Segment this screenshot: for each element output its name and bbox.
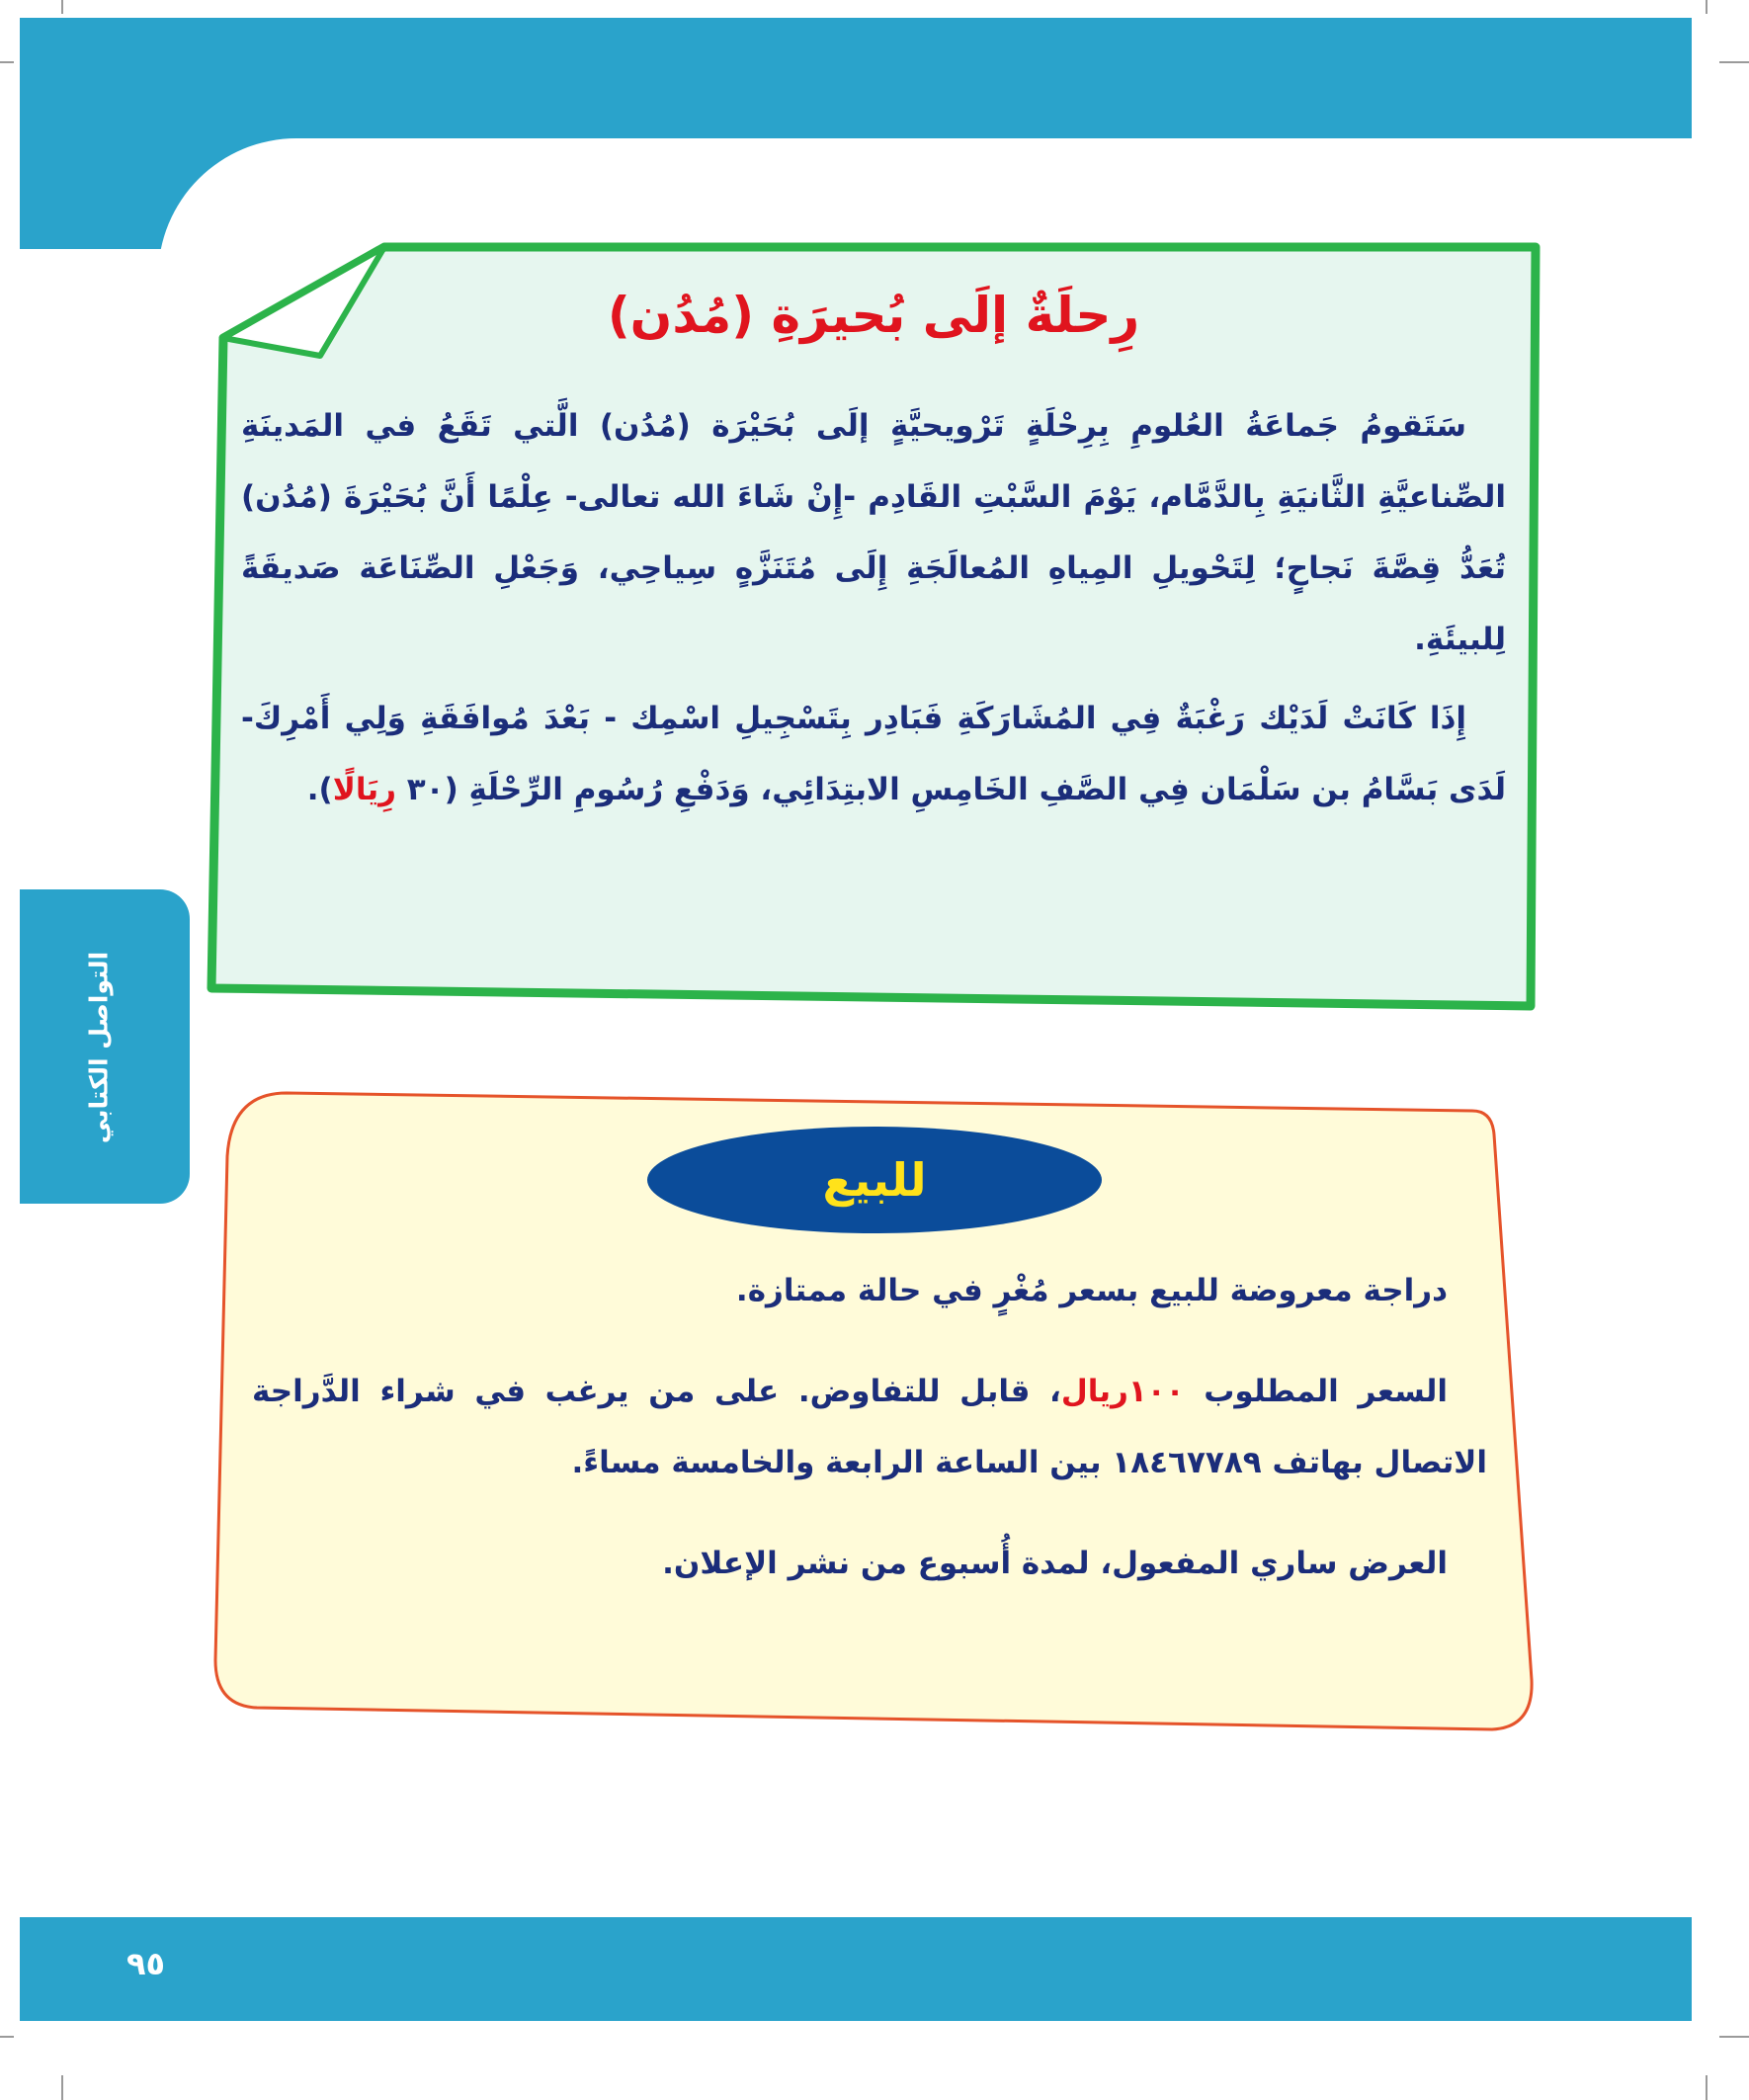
sale-line-2-start: السعر المطلوب xyxy=(1184,1374,1449,1409)
fee-number: ٣٠ xyxy=(406,772,445,807)
sale-ad-body xyxy=(252,1255,1487,1629)
crop-mark xyxy=(1719,61,1749,63)
notice-paragraph-2-end: ). xyxy=(306,772,333,807)
crop-mark xyxy=(1719,2036,1749,2038)
crop-mark xyxy=(0,2036,14,2038)
crop-mark xyxy=(61,0,63,14)
sale-line-2 xyxy=(252,1356,1487,1498)
fee-currency: رِيَالًا xyxy=(332,772,396,807)
crop-mark xyxy=(1706,2075,1707,2100)
notice-paragraph-2-text: إِذَا كَانَتْ لَدَيْك رَغْبَةٌ فِي المُشَارَكَةِ فَبَادِر بِتَسْجِيلِ اسْمِك - بَعْدَ مُوافَقَةِ وَلِي أَمْرِكَ- لَدَى بَسَّامُ بن سَلْمَان فِي الصَّفِ الخَامِسِ الابتِدَائِي، وَدَفْعِ رُسُومِ الرِّحْلَةِ ( xyxy=(241,701,1506,807)
sale-line-3: العرض ساري المفعول، لمدة أُسبوع من نشر الإعلان. xyxy=(662,1546,1448,1581)
crop-mark xyxy=(1706,0,1707,14)
notice-paragraph-1: سَتَقومُ جَماعَةُ العُلومِ بِرِحْلَةٍ تَرْويحيَّةٍ إلَى بُحَيْرَة (مُدُن) الَّتي تَقَعُ في المَدينَةِ الصِّناعيَّةِ الثَّانيَةِ بِالدَّمَّام، يَوْمَ السَّبْتِ القَادِم -إِنْ شَاءَ الله تعالى- عِلْمًا أَنَّ بُحَيْرَةَ (مُدُن) تُعَدُّ قِصَّةَ نَجاحٍ؛ لِتَحْويلِ المِياهِ المُعالَجَةِ إِلَى مُتَنَزَّهٍ سِياحِي، وَجَعْلِ الصِّنَاعَة صَديقَةً لِلبيئَةِ. xyxy=(241,408,1506,657)
sale-price: ١٠٠ريال xyxy=(1060,1374,1185,1409)
sale-line-1: دراجة معروضة للبيع بسعر مُغْرٍ في حالة ممتازة. xyxy=(735,1273,1448,1308)
sale-line-2-end: ، قابل للتفاوض. على من يرغب في شراء الدَّراجة الاتصال بهاتف ١٨٤٦٧٧٨٩ بين الساعة الرابعة والخامسة مساءً. xyxy=(252,1374,1487,1480)
trip-notice-card xyxy=(211,247,1536,1006)
notice-paragraph-2 xyxy=(241,683,1506,825)
notice-title: رِحلَةٌ إلَى بُحيرَةِ (مُدُن) xyxy=(607,287,1140,344)
page-number: ٩٥ xyxy=(126,1945,166,1982)
bottom-band xyxy=(20,1917,1692,2021)
section-tab-label: التواصل الكتابي xyxy=(84,951,114,1144)
notice-body xyxy=(241,390,1506,833)
crop-mark xyxy=(0,61,14,63)
sale-ad-card xyxy=(208,1087,1541,1739)
crop-mark xyxy=(61,2075,63,2100)
sale-badge xyxy=(647,1127,1102,1233)
sale-badge-label: للبيع xyxy=(822,1153,927,1207)
